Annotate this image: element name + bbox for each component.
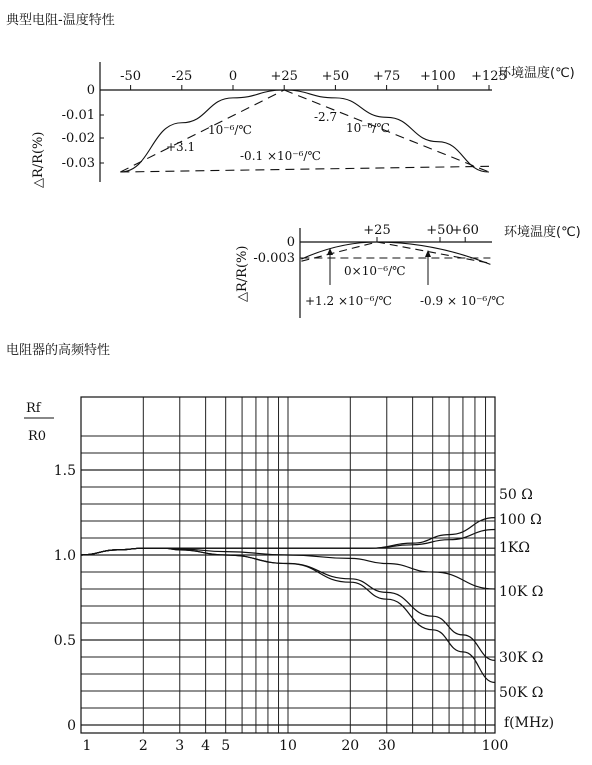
hf-y-tick-label: 1.0 (53, 548, 76, 564)
tc-x-tick-label: +75 (372, 69, 401, 84)
hf-series-label: 30K Ω (499, 650, 544, 666)
tc-x-tick-label: +100 (419, 69, 456, 84)
tcz-x-tick-label: +50 (426, 223, 454, 238)
hf-series-label: 100 Ω (499, 512, 542, 528)
tc-chart (31, 62, 575, 188)
tc-section-title: 典型电阻-温度特性 (6, 13, 115, 28)
tc-x-tick-label: -50 (120, 69, 142, 84)
hf-x-axis-label: f(MHz) (504, 715, 555, 731)
hf-x-tick-label: 30 (377, 738, 396, 754)
tc-series-line-3 (120, 166, 489, 172)
hf-y-tick-label: 1.5 (53, 463, 76, 479)
tcz-y-tick-label: -0.003 (253, 251, 295, 266)
tc-y-axis-label: △R/R(%) (31, 131, 46, 188)
tc-x-tick-label: +25 (270, 69, 298, 84)
tcz-annot-minus09: -0.9 × 10⁻⁶/℃ (420, 294, 505, 308)
tcz-x-tick-label: +60 (451, 223, 479, 238)
hf-series-label: 10K Ω (499, 584, 544, 600)
hf-x-tick-label: 20 (341, 738, 360, 754)
tc-annot-plus31: +3.1 (166, 140, 196, 154)
hf-x-tick-label: 2 (138, 738, 148, 754)
tcz-annot-zero: 0×10⁻⁶/℃ (344, 264, 406, 278)
tc-x-tick-label: 0 (228, 69, 238, 84)
hf-x-tick-label: 3 (175, 738, 185, 754)
tc-zoom-chart (235, 223, 581, 318)
tc-x-tick-label: -25 (171, 69, 193, 84)
tcz-x-axis-label: 环境温度(℃) (504, 225, 581, 240)
tc-annot-unit-a: 10⁻⁶/℃ (208, 123, 252, 137)
hf-x-tick-label: 10 (279, 738, 297, 754)
tcz-y-tick-label: 0 (286, 235, 295, 250)
hf-x-tick-label: 100 (481, 738, 509, 754)
hf-y-tick-label: 0 (67, 718, 76, 734)
hf-series-label: 50K Ω (499, 685, 544, 701)
hf-x-tick-label: 5 (221, 738, 231, 754)
tc-annot-minus01: -0.1 ×10⁻⁶/℃ (240, 149, 321, 163)
tc-y-tick-label: -0.02 (61, 131, 95, 146)
tcz-y-axis-label: △R/R(%) (235, 245, 250, 302)
tcz-x-tick-label: +25 (363, 223, 391, 238)
hf-chart (24, 397, 554, 754)
tcz-annot-plus12: +1.2 ×10⁻⁶/℃ (305, 294, 392, 308)
hf-section-title: 电阻器的高频特性 (6, 343, 111, 358)
tc-x-tick-label: +125 (471, 69, 507, 84)
tc-y-tick-label: -0.01 (61, 108, 95, 123)
hf-y-tick-label: 0.5 (53, 633, 76, 649)
hf-ylabel-top: Rf (26, 401, 41, 416)
tcz-arrowhead-right (425, 250, 431, 257)
hf-series-label: 1KΩ (499, 540, 530, 556)
tc-annot-unit-b: 10⁻⁶/℃ (346, 121, 390, 135)
hf-x-tick-label: 1 (82, 738, 92, 754)
tc-y-tick-label: 0 (86, 83, 95, 98)
tc-x-tick-label: +50 (321, 69, 350, 84)
tc-y-tick-label: -0.03 (61, 156, 95, 171)
hf-series-label: 50 Ω (499, 487, 533, 503)
hf-ylabel-bottom: R0 (28, 429, 47, 444)
hf-x-tick-label: 4 (201, 738, 211, 754)
tc-x-axis-label: 环境温度(℃) (498, 66, 575, 81)
tc-annot-minus27: -2.7 (314, 110, 338, 124)
